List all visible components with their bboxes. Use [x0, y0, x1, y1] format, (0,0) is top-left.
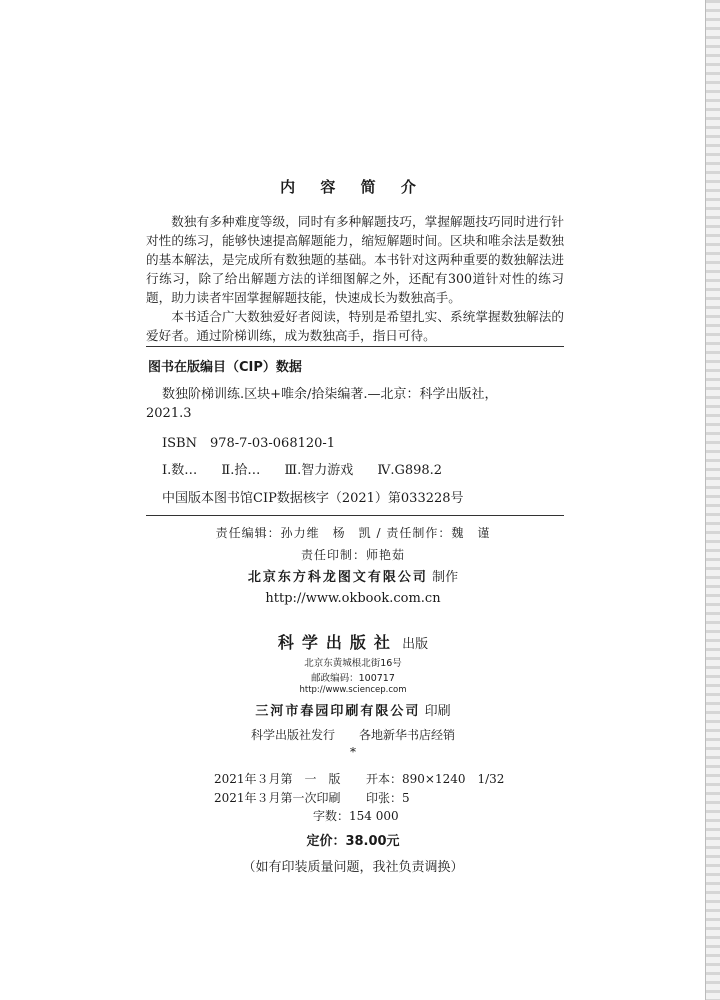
publisher-line [0, 630, 706, 653]
sheets: 印张：5 [366, 791, 410, 805]
summary-paragraph-2: 本书适合广大数独爱好者阅读，特别是希望扎实、系统掌握数独解法的爱好者。通过阶梯训练，成为数独高手，指日可待。 [146, 309, 564, 343]
printer-name: 三河市春园印刷有限公司 [255, 704, 421, 719]
cip-top-rule [146, 346, 564, 347]
cip-class-1: Ⅰ.数… [162, 463, 198, 478]
printing: 2021年３月第一次印刷 [214, 791, 341, 805]
cip-classification [162, 459, 462, 478]
page-edge [706, 0, 720, 1000]
publisher-postcode: 邮政编码：100717 [311, 673, 395, 684]
cip-title: 图书在版编目（CIP）数据 [148, 360, 302, 375]
word-count: 字数：154 000 [313, 809, 399, 823]
cip-class-4: Ⅳ.G898.2 [377, 463, 443, 478]
cip-isbn: ISBN 978-7-03-068120-1 [162, 436, 336, 451]
publisher-url: http://www.sciencep.com [299, 685, 407, 695]
print-supervisor-line: 责任印制：师艳茹 [300, 548, 405, 562]
publisher-role: 出版 [402, 637, 429, 652]
summary-paragraph-1: 数独有多种难度等级，同时有多种解题技巧，掌握解题技巧同时进行针对性的练习，能够快速提高解题能力，缩短解题时间。区块和唯余法是数独的基本解法，是完成所有数独题的基础。本书针对这两种重要的数独解法进行练习，除了给出解题方法的详细图解之外，还配有300道针对性的练习题，助力读者牢固掌握解题技能，快速成长为数独高手。 [146, 214, 564, 305]
producer-line [0, 566, 706, 585]
printer-role: 印刷 [424, 704, 451, 719]
quality-notice: （如有印装质量问题，我社负责调换） [242, 860, 464, 875]
printer-line [0, 700, 706, 719]
edition-row [214, 770, 505, 787]
producer-role: 制作 [432, 570, 459, 585]
printing-row [214, 789, 410, 806]
publisher-address: 北京东黄城根北街16号 [304, 658, 402, 669]
cip-description-line-2: 2021.3 [146, 406, 192, 421]
cip-description-line-1: 数独阶梯训练.区块+唯余/拾柒编著.—北京：科学出版社， [162, 387, 498, 402]
distribution-line [0, 726, 706, 743]
edition: 2021年３月第 一 版 [214, 772, 341, 786]
cip-bottom-rule [146, 515, 564, 516]
summary-title: 内 容 简 介 [280, 178, 426, 196]
cip-class-2: Ⅱ.拾… [221, 463, 261, 478]
asterisk-separator: * [350, 745, 356, 759]
cip-class-3: Ⅲ.智力游戏 [284, 463, 354, 478]
distributor: 科学出版社发行 [250, 728, 335, 742]
retailer: 各地新华书店经销 [359, 728, 456, 742]
publisher-name: 科学出版社 [277, 633, 398, 652]
summary-body [146, 212, 564, 345]
price: 定价：38.00元 [306, 834, 400, 849]
producer-url: http://www.okbook.com.cn [265, 591, 441, 606]
format: 开本：890×1240 1/32 [366, 772, 505, 786]
editors-line: 责任编辑：孙力维 杨 凯 / 责任制作：魏 谨 [215, 526, 491, 540]
cip-record: 中国版本图书馆CIP数据核字（2021）第033228号 [162, 491, 464, 506]
producer-name: 北京东方科龙图文有限公司 [247, 570, 428, 585]
